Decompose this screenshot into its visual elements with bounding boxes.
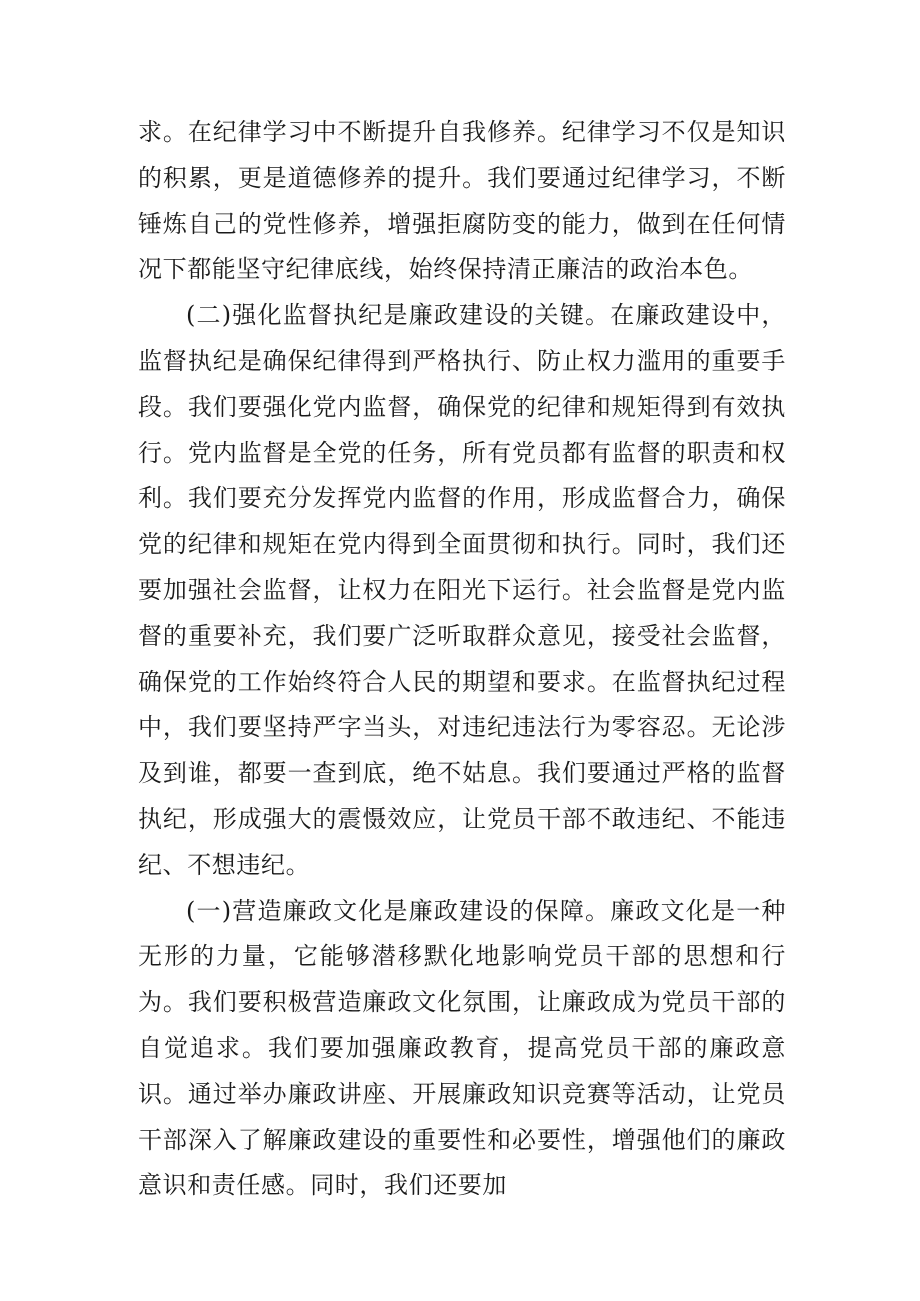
paragraph-continuation: 求。在纪律学习中不断提升自我修养。纪律学习不仅是知识的积累，更是道德修养的提升。我们要通过纪律学习，不断锤炼自己的党性修养，增强拒腐防变的能力，做到在任何情况下都能坚守纪律底线，始终保持清正廉洁的政治本色。 [138,118,786,284]
document-body [138,110,786,1209]
paragraph-integrity-culture: (一)营造廉政文化是廉政建设的保障。廉政文化是一种无形的力量，它能够潜移默化地影响党员干部的思想和行为。我们要积极营造廉政文化氛围，让廉政成为党员干部的自觉追求。我们要加强廉政教育，提高党员干部的廉政意识。通过举办廉政讲座、开展廉政知识竞赛等活动，让党员干部深入了解廉政建设的重要性和必要性，增强他们的廉政意识和责任感。同时，我们还要加 [138,896,786,1200]
paragraph-supervision: (二)强化监督执纪是廉政建设的关键。在廉政建设中，监督执纪是确保纪律得到严格执行、防止权力滥用的重要手段。我们要强化党内监督，确保党的纪律和规矩得到有效执行。党内监督是全党的任务，所有党员都有监督的职责和权利。我们要充分发挥党内监督的作用，形成监督合力，确保党的纪律和规矩在党内得到全面贯彻和执行。同时，我们还要加强社会监督，让权力在阳光下运行。社会监督是党内监督的重要补充，我们要广泛听取群众意见，接受社会监督，确保党的工作始终符合人民的期望和要求。在监督执纪过程中，我们要坚持严字当头，对违纪违法行为零容忍。无论涉及到谁，都要一查到底，绝不姑息。我们要通过严格的监督执纪，形成强大的震慑效应，让党员干部不敢违纪、不能违纪、不想违纪。 [138,301,786,879]
